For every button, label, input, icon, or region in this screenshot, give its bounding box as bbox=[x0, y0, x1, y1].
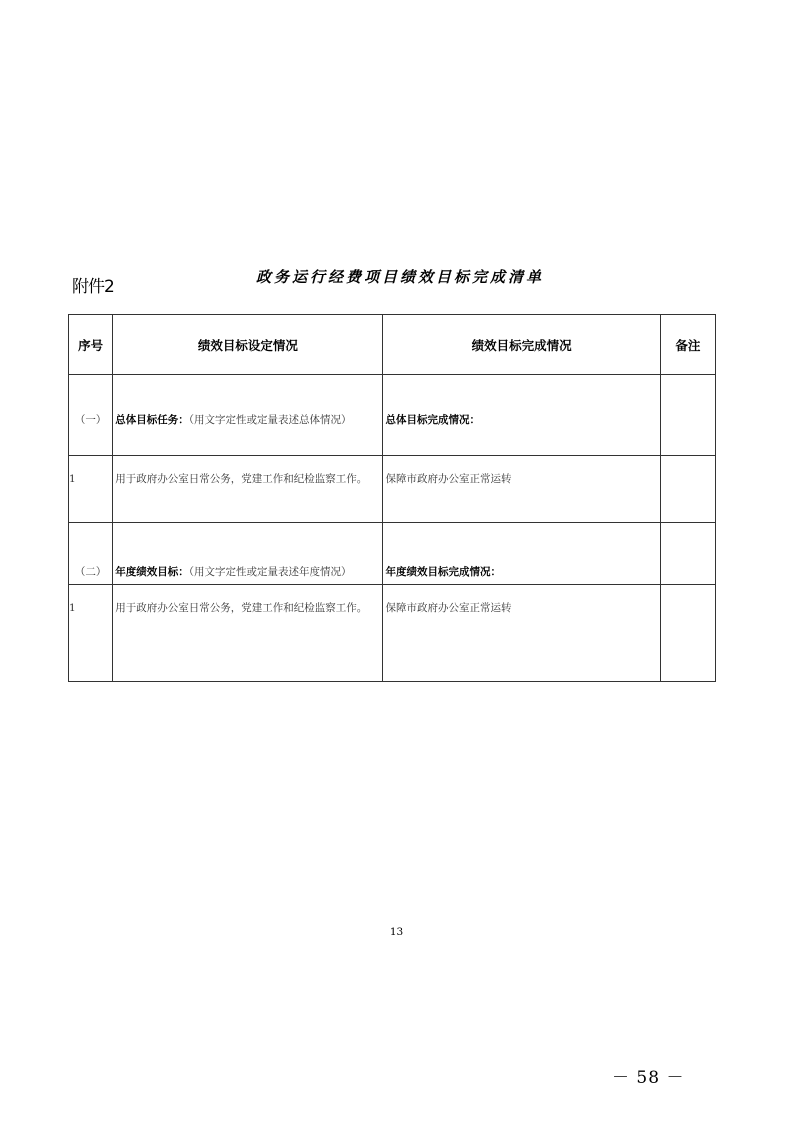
section-done-label: 总体目标完成情况： bbox=[385, 414, 480, 426]
section-set-hint: （用文字定性或定量表述年度情况） bbox=[188, 566, 352, 578]
section-row-overall bbox=[69, 375, 716, 456]
remark-cell bbox=[660, 375, 715, 456]
section-set-hint: （用文字定性或定量表述总体情况） bbox=[188, 414, 352, 426]
inner-page-number: 13 bbox=[389, 926, 404, 938]
table-header-row bbox=[69, 315, 716, 375]
section-number: （一） bbox=[74, 414, 107, 426]
header-no: 序号 bbox=[69, 315, 113, 375]
row-target-setting: 用于政府办公室日常公务，党建工作和纪检监察工作。 bbox=[115, 602, 368, 614]
row-number: 1 bbox=[69, 473, 76, 485]
section-set-label: 年度绩效目标： bbox=[115, 566, 189, 578]
remark-cell bbox=[660, 585, 715, 682]
performance-table bbox=[68, 314, 716, 682]
section-done-label: 年度绩效目标完成情况： bbox=[385, 566, 501, 578]
section-number: （二） bbox=[74, 566, 107, 578]
attachment-label: 附件2 bbox=[72, 277, 114, 297]
page-number: － 58 － bbox=[612, 1068, 685, 1088]
table-row bbox=[69, 456, 716, 523]
header-target-setting: 绩效目标设定情况 bbox=[113, 315, 383, 375]
header-target-completion: 绩效目标完成情况 bbox=[383, 315, 660, 375]
table-row bbox=[69, 585, 716, 682]
row-number: 1 bbox=[69, 602, 76, 614]
remark-cell bbox=[660, 456, 715, 523]
section-row-annual bbox=[69, 523, 716, 585]
document-title: 政务运行经费项目绩效目标完成清单 bbox=[255, 268, 544, 286]
section-set-label: 总体目标任务： bbox=[115, 414, 189, 426]
remark-cell bbox=[660, 523, 715, 585]
row-target-completion: 保障市政府办公室正常运转 bbox=[385, 602, 512, 614]
row-target-completion: 保障市政府办公室正常运转 bbox=[385, 473, 512, 485]
row-target-setting: 用于政府办公室日常公务，党建工作和纪检监察工作。 bbox=[115, 473, 368, 485]
header-remark: 备注 bbox=[660, 315, 715, 375]
